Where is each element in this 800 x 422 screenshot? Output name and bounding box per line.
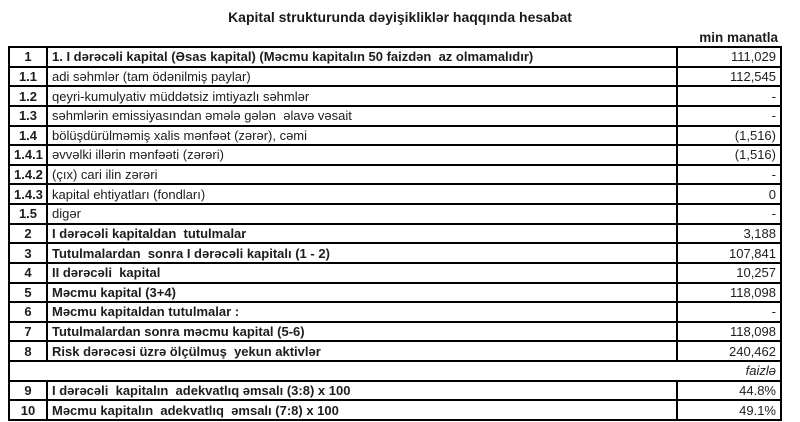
row-label-cell: adi səhmlər (tam ödənilmiş paylar) (47, 67, 677, 87)
row-value-cell: 111,029 (677, 47, 781, 67)
row-label-cell: qeyri-kumulyativ müddətsiz imtiyazlı səhmlər (47, 86, 677, 106)
row-number-cell: 5 (9, 283, 47, 303)
row-value-cell: 3,188 (677, 224, 781, 244)
row-number-cell: 6 (9, 302, 47, 322)
row-value-cell: - (677, 106, 781, 126)
row-label-cell: səhmlərin emissiyasından əmələ gələn əlavə vəsait (47, 106, 677, 126)
row-label-cell: digər (47, 204, 677, 224)
row-value-cell: 10,257 (677, 263, 781, 283)
row-value-cell: (1,516) (677, 126, 781, 146)
row-number-cell: 1.4.1 (9, 145, 47, 165)
row-number-cell: 7 (9, 322, 47, 342)
row-label-cell: II dərəcəli kapital (47, 263, 677, 283)
row-value-cell: - (677, 86, 781, 106)
row-number-cell: 1.5 (9, 204, 47, 224)
row-number-cell: 9 (9, 381, 47, 401)
row-label-cell: Tutulmalardan sonra məcmu kapital (5-6) (47, 322, 677, 342)
row-number-cell: 10 (9, 400, 47, 420)
table-row (9, 224, 781, 244)
row-value-cell: 112,545 (677, 67, 781, 87)
row-value-cell: 49.1% (677, 400, 781, 420)
table-row (9, 400, 781, 420)
report-title: Kapital strukturunda dəyişikliklər haqqında hesabat (228, 9, 572, 25)
table-row (9, 322, 781, 342)
table-row (9, 302, 781, 322)
row-value-cell: (1,516) (677, 145, 781, 165)
row-value-cell: - (677, 302, 781, 322)
percent-unit-cell: faizlə (9, 361, 781, 381)
table-body (9, 47, 781, 420)
table-row (9, 283, 781, 303)
table-row (9, 165, 781, 185)
row-value-cell: 118,098 (677, 322, 781, 342)
row-label-cell: əvvəlki illərin mənfəəti (zərəri) (47, 145, 677, 165)
table-row (9, 381, 781, 401)
row-value-cell: - (677, 204, 781, 224)
row-number-cell: 1.4 (9, 126, 47, 146)
row-label-cell: Məcmu kapitaldan tutulmalar : (47, 302, 677, 322)
row-number-cell: 1.1 (9, 67, 47, 87)
row-value-cell: 44.8% (677, 381, 781, 401)
capital-structure-table (8, 46, 782, 421)
row-value-cell: - (677, 165, 781, 185)
row-number-cell: 8 (9, 341, 47, 361)
row-number-cell: 4 (9, 263, 47, 283)
table-row (9, 145, 781, 165)
table-row (9, 361, 781, 381)
row-label-cell: Risk dərəcəsi üzrə ölçülmuş yekun aktivlər (47, 341, 677, 361)
row-label-cell: Məcmu kapitalın adekvatlıq əmsalı (7:8) x 100 (47, 400, 677, 420)
row-label-cell: I dərəcəli kapitalın adekvatlıq əmsalı (3:8) x 100 (47, 381, 677, 401)
row-number-cell: 3 (9, 243, 47, 263)
row-number-cell: 1.2 (9, 86, 47, 106)
table-row (9, 204, 781, 224)
row-value-cell: 0 (677, 184, 781, 204)
row-number-cell: 1.4.2 (9, 165, 47, 185)
row-number-cell: 1.3 (9, 106, 47, 126)
row-value-cell: 240,462 (677, 341, 781, 361)
row-label-cell: Məcmu kapital (3+4) (47, 283, 677, 303)
table-row (9, 126, 781, 146)
row-label-cell: 1. I dərəcəli kapital (Əsas kapital) (Məcmu kapitalın 50 faizdən az olmamalıdır) (47, 47, 677, 67)
unit-label: min manatla (699, 30, 778, 45)
table-row (9, 263, 781, 283)
row-number-cell: 1.4.3 (9, 184, 47, 204)
table-row (9, 341, 781, 361)
table-row (9, 67, 781, 87)
row-value-cell: 118,098 (677, 283, 781, 303)
row-label-cell: (çıx) cari ilin zərəri (47, 165, 677, 185)
table-row (9, 184, 781, 204)
row-label-cell: bölüşdürülməmiş xalis mənfəət (zərər), cəmi (47, 126, 677, 146)
table-row (9, 47, 781, 67)
row-value-cell: 107,841 (677, 243, 781, 263)
table-row (9, 86, 781, 106)
row-label-cell: Tutulmalardan sonra I dərəcəli kapitalı (1 - 2) (47, 243, 677, 263)
row-label-cell: kapital ehtiyatları (fondları) (47, 184, 677, 204)
row-number-cell: 2 (9, 224, 47, 244)
table-row (9, 106, 781, 126)
table-row (9, 243, 781, 263)
row-label-cell: I dərəcəli kapitaldan tutulmalar (47, 224, 677, 244)
row-number-cell: 1 (9, 47, 47, 67)
